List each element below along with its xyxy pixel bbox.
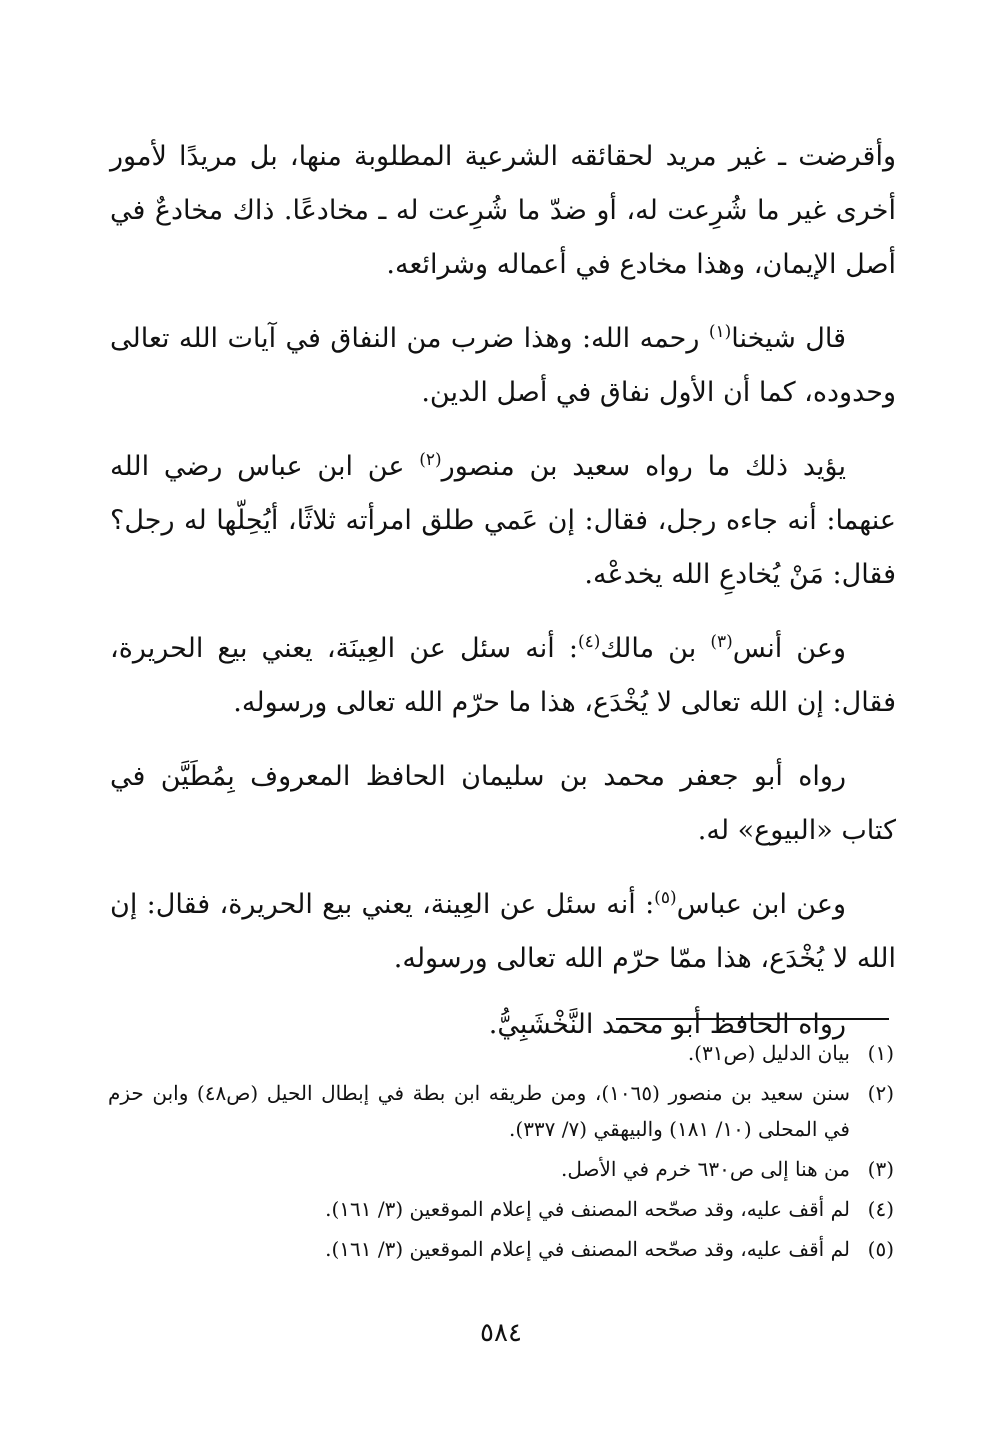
paragraph-4-text-middle: بن مالك — [600, 633, 711, 664]
paragraph-4 — [110, 622, 896, 730]
paragraph-7-text: رواه الحافظ أبو محمد النَّخْشَبِيُّ. — [488, 1009, 846, 1040]
footnote-text: سنن سعيد بن منصور (١٠٦٥)، ومن طريقه ابن بطة في إبطال الحيل (ص٤٨) وابن حزم في المحلى (١٠/ ١٨١) والبيهقي (٧/ ٣٣٧). — [108, 1081, 850, 1141]
paragraph-3-text-start: يؤيد ذلك ما رواه سعيد بن منصور — [441, 451, 846, 482]
paragraph-3-text-end: عن ابن عباس رضي الله عنهما: أنه جاءه رجل، فقال: إن عَمي طلق امرأته ثلاثًا، أيُحِلّها له رجل؟ فقال: مَنْ يُخادعِ الله يخدعْه. — [110, 451, 896, 590]
footnote-text: بيان الدليل (ص٣١). — [687, 1041, 850, 1065]
footnote-ref-5[interactable]: (٥) — [654, 888, 677, 908]
footnote-number: (٣) — [867, 1157, 894, 1181]
footnote-number: (٥) — [867, 1237, 894, 1261]
paragraph-6-text-end: : أنه سئل عن العِينة، يعني بيع الحريرة، فقال: إن الله لا يُخْدَع، هذا ممّا حرّم الله تعالى ورسوله. — [110, 889, 896, 974]
paragraph-2-text-start: قال شيخنا — [731, 323, 847, 354]
paragraph-6-text-start: وعن ابن عباس — [676, 889, 846, 920]
page-number: ٥٨٤ — [480, 1318, 522, 1348]
footnote-ref-3[interactable]: (٣) — [710, 632, 733, 652]
footnote-number: (٢) — [867, 1081, 894, 1105]
footnote-3 — [108, 1151, 894, 1187]
paragraph-3 — [110, 440, 896, 602]
paragraph-5 — [110, 750, 896, 858]
footnote-5 — [108, 1231, 894, 1267]
footnote-text: لم أقف عليه، وقد صحّحه المصنف في إعلام الموقعين (٣/ ١٦١). — [325, 1197, 850, 1221]
paragraph-4-text-start: وعن أنس — [732, 633, 847, 664]
paragraph-1-text: وأقرضت ـ غير مريد لحقائقه الشرعية المطلوبة منها، بل مريدًا لأمور أخرى غير ما شُرِعت له، أو ضدّ ما شُرِعت له ـ مخادعًا. ذاك مخادعٌ في أصل الإيمان، وهذا مخادع في أعماله وشرائعه. — [110, 141, 896, 280]
footnote-number: (٤) — [867, 1197, 894, 1221]
paragraph-2-text-end: رحمه الله: وهذا ضرب من النفاق في آيات الله تعالى وحدوده، كما أن الأول نفاق في أصل الدين. — [110, 323, 896, 408]
footnote-ref-1[interactable]: (١) — [708, 322, 732, 342]
main-text — [110, 130, 896, 1072]
footnote-4 — [108, 1191, 894, 1227]
footnote-1 — [108, 1035, 894, 1071]
footnote-separator — [616, 1018, 889, 1020]
footnote-ref-2[interactable]: (٢) — [419, 450, 442, 470]
paragraph-1 — [110, 130, 896, 292]
footnote-text: لم أقف عليه، وقد صحّحه المصنف في إعلام الموقعين (٣/ ١٦١). — [325, 1237, 850, 1261]
paragraph-5-text: رواه أبو جعفر محمد بن سليمان الحافظ المعروف بِمُطَيَّن في كتاب «البيوع» له. — [110, 761, 896, 846]
paragraph-2 — [110, 312, 896, 420]
footnote-ref-4[interactable]: (٤) — [577, 632, 601, 652]
paragraph-6 — [110, 878, 896, 986]
footnote-number: (١) — [867, 1041, 894, 1065]
footnote-text: من هنا إلى ص٦٣٠ خرم في الأصل. — [561, 1157, 850, 1181]
paragraph-4-text-end: : أنه سئل عن العِينَة، يعني بيع الحريرة، فقال: إن الله تعالى لا يُخْدَع، هذا ما حرّم الله تعالى ورسوله. — [110, 633, 896, 718]
footnote-2 — [108, 1075, 894, 1147]
footnotes — [108, 1035, 894, 1271]
